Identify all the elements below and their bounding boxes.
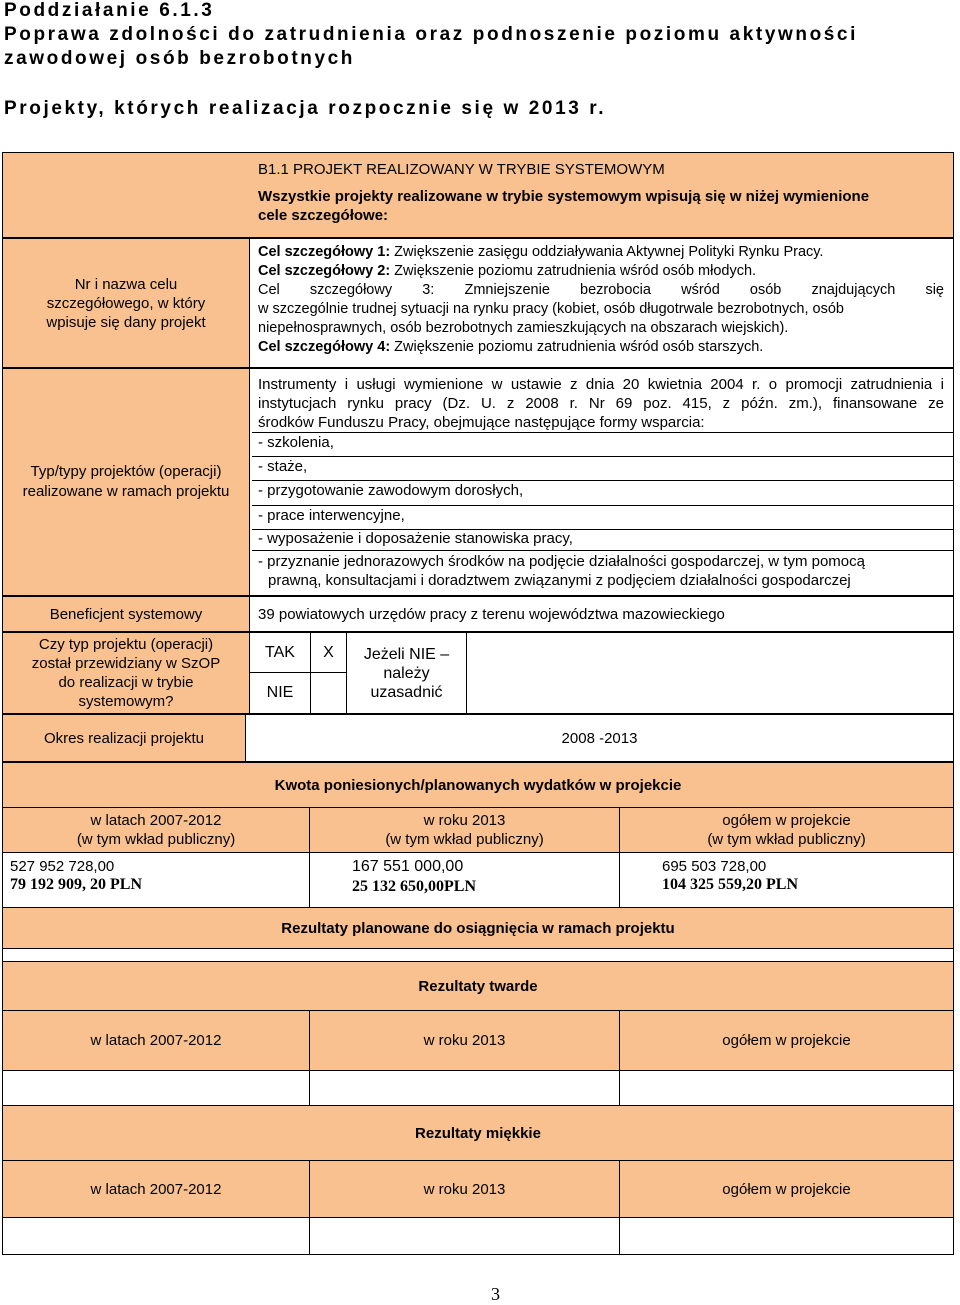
results-title: Rezultaty planowane do osiągnięcia w ramach projektu	[2, 907, 954, 949]
section-subtitle-line2: zawodowej osób bezrobotnych	[4, 48, 355, 69]
costs-col3-header: ogółem w projekcie (w tym wkład publiczny)	[619, 807, 954, 853]
soft-col2-header: w roku 2013	[309, 1160, 620, 1218]
hard-col2-header: w roku 2013	[309, 1010, 620, 1071]
nie-option: NIE	[249, 672, 311, 714]
costs-col2-public: 25 132 650,00PLN	[352, 878, 476, 895]
row-divider	[252, 432, 954, 433]
costs-col3-total: 695 503 728,00	[662, 858, 767, 875]
project-intro-line2: cele szczegółowe:	[258, 207, 389, 224]
hard-col1-value[interactable]	[2, 1070, 310, 1106]
nie-justification-note: Jeżeli NIE – należy uzasadnić	[346, 632, 467, 714]
hard-col1-header: w latach 2007-2012	[2, 1010, 310, 1071]
projects-heading: Projekty, których realizacja rozpocznie się w 2013 r.	[4, 98, 607, 119]
row-divider	[252, 456, 954, 457]
support-form-item: - szkolenia,	[258, 434, 334, 451]
tak-option: TAK	[249, 632, 311, 673]
goals-text: Cel szczegółowy 1: Zwiększenie zasięgu oddziaływania Aktywnej Polityki Rynku Pracy. Cel szczegółowy 2: Zwiększenie poziomu zatrudnienia wśród osób młodych. Cel szczegółowy 3: Zmniejszenie bezrobocia wśród osób znajdujących się w szczególnie trudnej sytuacji na rynku pracy (kobiet, osób długotrwale bezrobotnych, osób niepełnosprawnych, osób bezrobotnych zamieszkujących na obszarach wiejskich). Cel szczegółowy 4: Zwiększenie poziomu zatrudnienia wśród osób starszych.	[258, 244, 944, 355]
costs-col1-header: w latach 2007-2012 (w tym wkład publiczny)	[2, 807, 310, 853]
section-subtitle-line1: Poprawa zdolności do zatrudnienia oraz podnoszenie poziomu aktywności	[4, 24, 858, 45]
period-label: Okres realizacji projektu	[2, 714, 246, 762]
section-heading: Poddziałanie 6.1.3	[4, 0, 215, 21]
support-form-item: prawną, konsultacjami i doradztwem związanymi z podjęciem działalności gospodarczej	[268, 572, 851, 589]
tak-checkbox[interactable]: X	[310, 632, 347, 673]
hard-col3-value[interactable]	[619, 1070, 954, 1106]
hard-col3-header: ogółem w projekcie	[619, 1010, 954, 1071]
costs-col3-public: 104 325 559,20 PLN	[662, 876, 798, 893]
costs-col2-header: w roku 2013 (w tym wkład publiczny)	[309, 807, 620, 853]
goals-label: Nr i nazwa celu szczegółowego, w który wpisuje się dany projekt	[2, 238, 250, 368]
hard-results-title: Rezultaty twarde	[2, 961, 954, 1011]
nie-checkbox[interactable]	[310, 672, 347, 714]
szop-label: Czy typ projektu (operacji) został przewidziany w SzOP do realizacji w trybie systemowym?	[2, 632, 250, 714]
support-form-item: - przyznanie jednorazowych środków na podjęcie działalności gospodarczej, w tym pomocą	[258, 553, 865, 570]
soft-results-title: Rezultaty miękkie	[2, 1105, 954, 1161]
costs-col1-public: 79 192 909, 20 PLN	[10, 876, 142, 893]
beneficiary-label: Beneficjent systemowy	[2, 596, 250, 632]
soft-col1-header: w latach 2007-2012	[2, 1160, 310, 1218]
support-form-item: - staże,	[258, 458, 308, 475]
costs-col2-total: 167 551 000,00	[352, 858, 464, 875]
costs-col1-total: 527 952 728,00	[10, 858, 115, 875]
row-divider	[252, 550, 954, 551]
results-spacer	[2, 948, 954, 962]
costs-title: Kwota poniesionych/planowanych wydatków w projekcie	[2, 762, 954, 808]
hard-col2-value[interactable]	[309, 1070, 620, 1106]
project-title: B1.1 PROJEKT REALIZOWANY W TRYBIE SYSTEMOWYM	[258, 161, 665, 178]
period-value: 2008 -2013	[245, 714, 954, 762]
support-form-item: - wyposażenie i doposażenie stanowiska pracy,	[258, 530, 573, 547]
support-form-item: - prace interwencyjne,	[258, 507, 405, 524]
soft-col3-header: ogółem w projekcie	[619, 1160, 954, 1218]
soft-col1-value[interactable]	[2, 1217, 310, 1255]
beneficiary-value: 39 powiatowych urzędów pracy z terenu województwa mazowieckiego	[258, 606, 725, 623]
page-number: 3	[491, 1284, 500, 1304]
support-form-item: - przygotowanie zawodowym dorosłych,	[258, 482, 524, 499]
row-divider	[252, 480, 954, 481]
soft-col2-value[interactable]	[309, 1217, 620, 1255]
soft-col3-value[interactable]	[619, 1217, 954, 1255]
types-intro: Instrumenty i usługi wymienione w ustawie z dnia 20 kwietnia 2004 r. o promocji zatrudnienia i instytucjach rynku pracy (Dz. U. z 2008 r. Nr 69 poz. 415, z późn. zm.), finansowane ze środków Funduszu Pracy, obejmujące następujące formy wsparcia:	[258, 376, 944, 431]
row-divider	[252, 505, 954, 506]
types-label: Typ/typy projektów (operacji) realizowane w ramach projektu	[2, 368, 250, 596]
justification-field[interactable]	[466, 632, 954, 714]
project-intro-line1: Wszystkie projekty realizowane w trybie systemowym wpisują się w niżej wymienione	[258, 188, 870, 205]
